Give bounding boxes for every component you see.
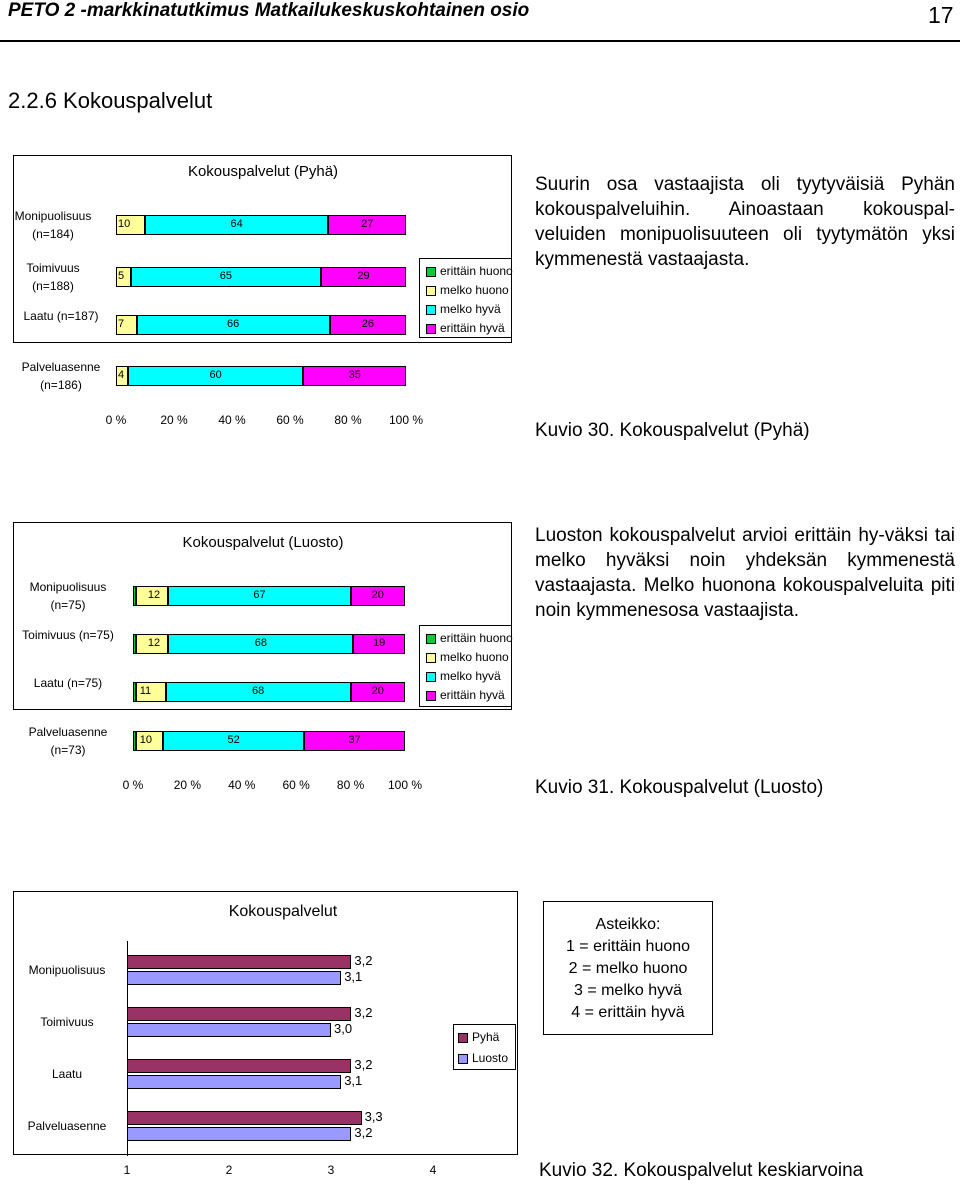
scale-item: 3 = melko hyvä [573,982,683,999]
chart-title: Kokouspalvelut (Pyhä) [187,163,339,180]
x-tick-label: 40 % [228,778,256,792]
legend-item-melko-huono [426,283,509,297]
category-label-line: Monipuolisuus [29,580,107,594]
mean-bar [127,1075,341,1089]
segment-value-label: 66 [227,318,240,330]
chart-pyha [13,155,511,441]
x-tick-label: 0 % [122,778,144,792]
segment-value-label: 68 [251,685,265,697]
legend-item-luosto [458,1051,508,1065]
category-label-line: Monipuolisuus [14,209,92,223]
legend-swatch [426,286,436,296]
segment-value-label: 68 [254,637,267,649]
scale-legend-box [543,901,713,1035]
segment-value-label: 10 [139,734,152,746]
segment-value-label: 5 [118,270,125,282]
mean-value-label: 3,0 [334,1021,353,1036]
category-label: Palveluasenne [27,1119,107,1133]
category-label [13,358,109,394]
mean-value-label: 3,3 [364,1109,383,1124]
scale-item: 4 = erittäin hyvä [571,1004,685,1021]
legend-label: melko hyvä [440,669,501,683]
category-label-line: (n=188) [32,279,74,293]
legend-item-erittain-huono [426,631,513,645]
legend-label: erittäin huono [440,264,513,278]
mean-bar [127,1059,351,1073]
legend-label: Luosto [472,1051,509,1065]
legend-item-pyha [458,1030,499,1044]
caption-kuvio-30: Kuvio 30. Kokouspalvelut (Pyhä) [535,420,810,441]
mean-value-label: 3,2 [354,1057,373,1072]
segment-value-label: 65 [219,270,232,282]
category-label-line: (n=73) [50,743,86,757]
segment-value-label: 35 [348,369,361,381]
scale-item: 2 = melko huono [568,960,688,977]
segment-value-label: 64 [230,218,243,230]
mean-value-label: 3,1 [344,969,363,984]
legend-label: melko hyvä [440,302,501,316]
category-label [13,723,123,759]
x-tick-label: 20 % [160,413,188,427]
legend-item-erittain-huono [426,264,513,278]
chart-title: Kokouspalvelut (Luosto) [182,534,344,551]
category-label-line: Palveluasenne [21,360,101,374]
segment-value-label: 37 [348,734,361,746]
category-label [13,578,123,614]
caption-kuvio-31: Kuvio 31. Kokouspalvelut (Luosto) [535,777,824,798]
mean-value-label: 3,2 [354,953,373,968]
category-label: Toimivuus [40,1015,94,1029]
category-label [13,207,93,243]
chart-luosto [13,522,511,808]
chart-legend [453,1024,516,1070]
legend-item-melko-hyva [426,302,501,316]
segment-value-label: 12 [147,589,161,601]
legend-swatch [426,305,436,315]
segment-value-label: 26 [361,318,375,330]
page-number: 17 [928,2,954,28]
category-label [13,259,93,295]
legend-label: Pyhä [472,1030,500,1044]
category-label: Laatu [51,1067,83,1081]
segment-value-label: 52 [227,734,240,746]
paragraph-pyha: Suurin osa vastaajista oli tyytyväisiä Pyhän kokouspalveluihin. Ainoastaan kokouspal-veluiden monipuolisuuteen oli tyytymätön yksi kymmenestä vastaajasta. [535,174,955,270]
segment-value-label: 10 [118,218,131,230]
x-tick-label: 80 % [334,413,362,427]
x-tick-label: 4 [429,1163,437,1177]
category-label: Laatu (n=75) [33,676,103,690]
x-tick-label: 2 [225,1163,233,1177]
legend-label: erittäin huono [440,631,513,645]
x-tick-label: 60 % [276,413,304,427]
x-tick-label: 100 % [387,778,423,792]
legend-label: erittäin hyvä [440,321,505,335]
mean-bar [127,971,341,985]
segment-value-label: 7 [118,318,125,330]
category-label-line: Toimivuus [26,261,80,275]
legend-swatch [458,1054,468,1064]
x-tick-label: 3 [327,1163,335,1177]
mean-value-label: 3,2 [354,1005,373,1020]
legend-swatch [426,634,436,644]
mean-bar [127,955,351,969]
segment-value-label: 20 [371,589,384,601]
x-tick-label: 1 [123,1163,131,1177]
legend-swatch [426,267,436,277]
legend-label: melko huono [440,283,509,297]
chart-legend [419,258,512,338]
paragraph-luosto: Luoston kokouspalvelut arvioi erittäin hy-väksi tai melko hyväksi noin yhdeksän kymmenestä vastaajasta. Melko huonona kokouspalveluita piti noin kymmenesosa vastaajista. [535,525,955,621]
legend-item-erittain-hyva [426,688,505,702]
mean-bar [127,1127,351,1141]
category-label-line: (n=184) [32,227,74,241]
segment-value-label: 19 [373,637,386,649]
category-label: Laatu (n=187) [23,309,99,323]
scale-item: 1 = erittäin huono [565,938,691,955]
legend-swatch [426,653,436,663]
x-tick-label: 40 % [218,413,246,427]
mean-bar [127,1023,331,1037]
segment-value-label: 11 [139,685,152,697]
segment-value-label: 27 [361,218,374,230]
segment-value-label: 12 [147,637,161,649]
segment-value-label: 29 [357,270,370,282]
category-label: Toimivuus (n=75) [22,628,114,642]
legend-swatch [426,691,436,701]
mean-value-label: 3,2 [354,1125,373,1140]
category-label: Monipuolisuus [28,963,106,977]
caption-kuvio-32: Kuvio 32. Kokouspalvelut keskiarvoina [539,1160,864,1181]
segment-value-label: 67 [253,589,266,601]
mean-bar [127,1111,362,1125]
section-heading: 2.2.6 Kokouspalvelut [8,88,213,113]
category-label-line: (n=186) [40,378,82,392]
category-label-line: (n=75) [50,598,86,612]
segment-value-label: 20 [371,685,384,697]
category-label-line: Palveluasenne [28,725,108,739]
chart-means [13,891,517,1193]
chart-legend [419,625,512,707]
legend-label: melko huono [440,650,509,664]
mean-bar [127,1007,351,1021]
legend-item-erittain-hyva [426,321,505,335]
header-title: PETO 2 -markkinatutkimus Matkailukeskuskohtainen osio [8,0,530,21]
mean-value-label: 3,1 [344,1073,363,1088]
legend-label: erittäin hyvä [440,688,505,702]
x-tick-label: 80 % [336,778,365,792]
page-header [0,0,960,44]
x-tick-label: 0 % [105,413,127,427]
legend-item-melko-hyva [426,669,501,683]
legend-swatch [426,672,436,682]
segment-value-label: 60 [209,369,222,381]
scale-title: Asteikko: [595,916,661,933]
legend-item-melko-huono [426,650,509,664]
legend-swatch [458,1033,468,1043]
segment-value-label: 4 [118,369,125,381]
x-tick-label: 100 % [388,413,424,427]
header-rule [0,40,960,42]
legend-swatch [426,324,436,334]
x-tick-label: 20 % [173,778,202,792]
x-tick-label: 60 % [282,778,310,792]
chart-title: Kokouspalvelut [228,903,338,920]
